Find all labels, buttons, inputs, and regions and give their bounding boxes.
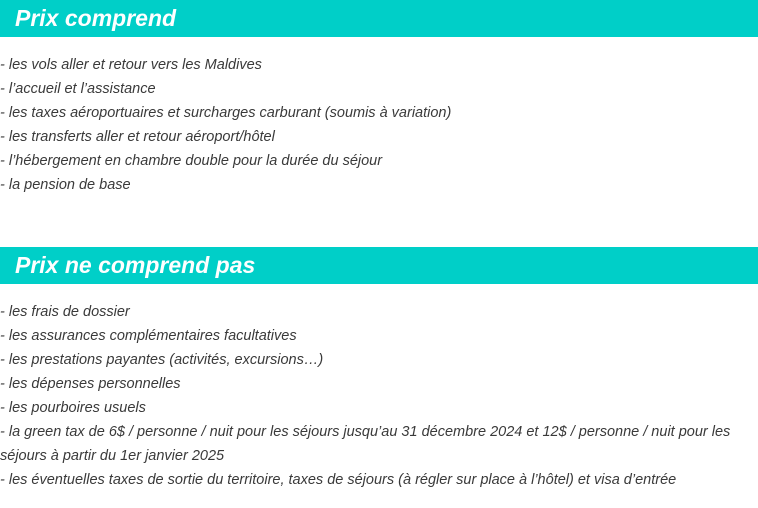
list-item: - la pension de base <box>0 177 131 193</box>
list-item: - les dépenses personnelles <box>0 376 181 392</box>
section-heading-excluded: Prix ne comprend pas <box>0 247 758 284</box>
list-item: - les frais de dossier <box>0 304 130 320</box>
list-item: - les éventuelles taxes de sortie du territoire, taxes de séjours (à régler sur place à l’hôtel) et visa d’entrée <box>0 472 677 488</box>
list-item: - les taxes aéroportuaires et surcharges carburant (soumis à variation) <box>0 105 452 121</box>
list-item: - les assurances complémentaires facultatives <box>0 328 297 344</box>
list-item: - la green tax de 6$ / personne / nuit pour les séjours jusqu’au 31 décembre 2024 et 12$ / personne / nuit pour les séjours à partir du 1er janvier 2025 <box>0 424 731 464</box>
section-heading-included: Prix comprend <box>0 0 758 37</box>
list-item: - les transferts aller et retour aéroport/hôtel <box>0 129 275 145</box>
list-item: - les vols aller et retour vers les Maldives <box>0 57 262 73</box>
list-item: - les pourboires usuels <box>0 400 146 416</box>
included-list <box>0 53 740 197</box>
list-item: - les prestations payantes (activités, excursions…) <box>0 352 324 368</box>
list-item: - l’accueil et l’assistance <box>0 81 156 97</box>
list-item: - l’hébergement en chambre double pour la durée du séjour <box>0 153 383 169</box>
excluded-list <box>0 300 740 492</box>
